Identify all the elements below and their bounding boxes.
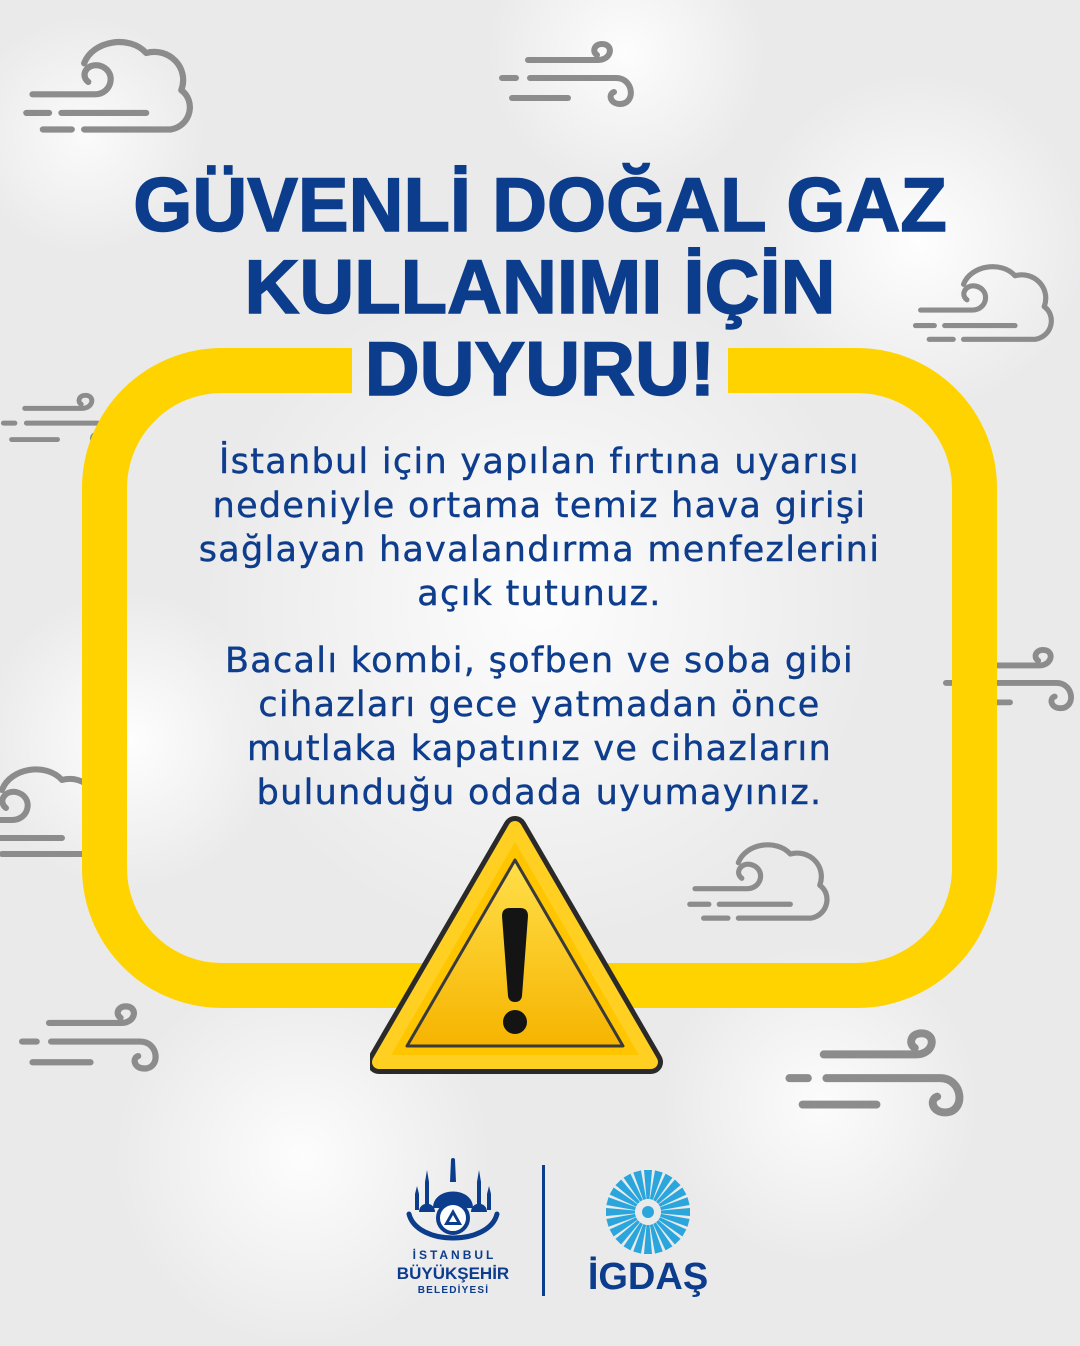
wind-icon [942,646,1078,716]
wind-icon [18,1002,163,1077]
title-line-3: DUYURU! [364,327,716,412]
appliance-safety-paragraph [127,639,952,815]
paragraph-line: sağlayan havalandırma menfezlerini [198,530,881,570]
ibb-logo-text-buyuksehir: BÜYÜKŞEHİR [396,1264,510,1283]
ibb-logo-text-istanbul: İSTANBUL [412,1248,497,1262]
warning-triangle-icon [370,812,665,1074]
exclamation-dot [503,1010,527,1034]
paragraph-line: mutlaka kapatınız ve cihazların [246,729,833,769]
storm-warning-paragraph [127,440,952,616]
title-line-1: GÜVENLİ DOĞAL GAZ [133,163,947,248]
paragraph-line: açık tutunuz. [417,574,662,614]
cloud-wind-icon [0,750,112,870]
paragraph-line: cihazları gece yatmadan önce [258,685,821,725]
wind-icon [498,40,638,112]
cloud-wind-icon [686,828,834,932]
paragraph-line: Bacalı kombi, şofben ve soba gibi [224,641,855,681]
paragraph-line: bulunduğu odada uyumayınız. [256,773,823,813]
ibb-emblem-icon [405,1158,501,1244]
igdas-starburst-icon [604,1166,692,1258]
cloud-wind-icon [22,22,198,146]
ibb-logo-text-belediyesi: BELEDİYESİ [417,1285,490,1296]
logo-divider [542,1165,545,1296]
paragraph-line: nedeniyle ortama temiz hava girişi [212,486,867,526]
title-line-2: KULLANIMI İÇİN [244,245,836,330]
wind-icon [784,1028,969,1123]
igdas-logo-text: İGDAŞ [587,1256,709,1298]
page-title [0,165,1080,411]
paragraph-line: İstanbul için yapılan fırtına uyarısı [219,442,860,482]
